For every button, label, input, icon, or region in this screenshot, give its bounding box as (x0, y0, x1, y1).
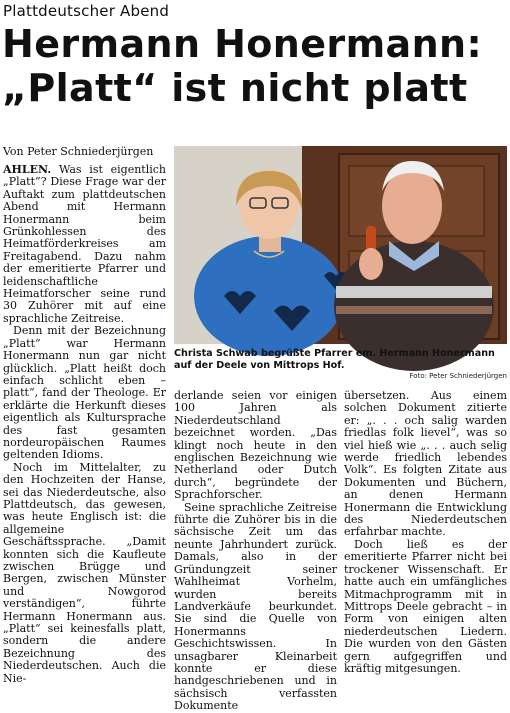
article-column-2 (174, 390, 337, 713)
paragraph-text: Was ist eigentlich „Platt“? Diese Frage war der Auftakt zum plattdeutschen Abend mit Hermann Honermann beim Grünkohlessen des Heimatförderkreises am Freitagabend. Dazu nahm der emeritierte Pfarrer und leidenschaftliche Heimatforscher seine rund 30 Zuhörer mit auf eine sprachliche Zeitreise. (3, 163, 167, 325)
byline: Von Peter Schniederjürgen (3, 145, 154, 158)
paragraph (3, 164, 166, 325)
headline (2, 22, 508, 110)
headline-line-2: „Platt“ ist nicht platt (2, 66, 468, 110)
headline-line-1: Hermann Honermann: (2, 22, 483, 66)
paragraph: Seine sprachliche Zeitreise führte die Zuhörer bis in die sächsische Zeit um das neunte Jahrhundert zurück. Damals, also in der Gründungzeit seiner Wahlheimat Vorhelm, wurden bereits Landverkäufe beurkundet. Sie sind die Quelle von Honermanns Geschichtswissen. In unsagbarer Kleinarbeit konnte er diese handgeschriebenen und in sächsisch verfassten Dokumente (174, 500, 337, 713)
paragraph: Denn mit der Bezeichnung „Platt“ war Hermann Honermann nun gar nicht glücklich. „Platt heißt doch einfach schlicht eben – platt“, fand der Theologe. Er erklärte die Herkunft dieses eigentlich als Kultursprache des fast gesamten nordeuropäischen Raumes geltenden Idioms. (3, 324, 166, 462)
article-photo (174, 146, 507, 344)
photo-credit: Foto: Peter Schniederjürgen (409, 372, 507, 380)
paragraph: übersetzen. Aus einem solchen Dokument zitierte er: „. . . och salig warden friedlas folk lievel“, was so viel hieß wie „. . . auch selig werde friedlich lebendes Volk“. Es folgten Zitate aus Dokumenten und Büchern, an denen Hermann Honermann die Entwicklung des Niederdeutschen erfahrbar machte. (344, 389, 507, 539)
paragraph: derlande seien vor einigen 100 Jahren als Niederdeutschland bezeichnet worden. „Das klingt noch heute in den englischen Bezeichnung wie Netherland oder Dutch durch“, begründete der Sprachforscher. (174, 389, 337, 502)
paragraph: Doch ließ es der emeritierte Pfarrer nicht bei trockener Wissenschaft. Er hatte auch ein umfängliches Mitmachprogramm mit in Mittrops Deele gebracht – in Form von einigen alten niederdeutschen Liedern. Die wurden von den Gästen gern aufgegriffen und kräftig mitgesungen. (344, 537, 507, 675)
article-column-3 (344, 390, 507, 675)
photo-illustration (174, 146, 507, 344)
photo-caption: Christa Schwab begrüßte Pfarrer em. Hermann Honermann auf der Deele von Mittrops Hof. (174, 348, 495, 371)
paragraph: Noch im Mittelalter, zu den Hochzeiten der Hanse, sei das Niederdeutsche, also Plattdeutsch, das gewesen, was heute Englisch ist: die allgemeine Geschäftssprache. „Damit konnten sich die Kaufleute zwischen Brügge und Bergen, zwischen Münster und Nowgorod verständigen“, führte Hermann Honermann aus. „Platt“ sei keinesfalls platt, sondern die andere Bezeichnung des Niederdeutschen. Auch die Nie- (3, 460, 166, 685)
article-column-1 (3, 164, 166, 685)
dateline: AHLEN. (3, 163, 52, 176)
kicker: Plattdeutscher Abend (3, 2, 170, 20)
